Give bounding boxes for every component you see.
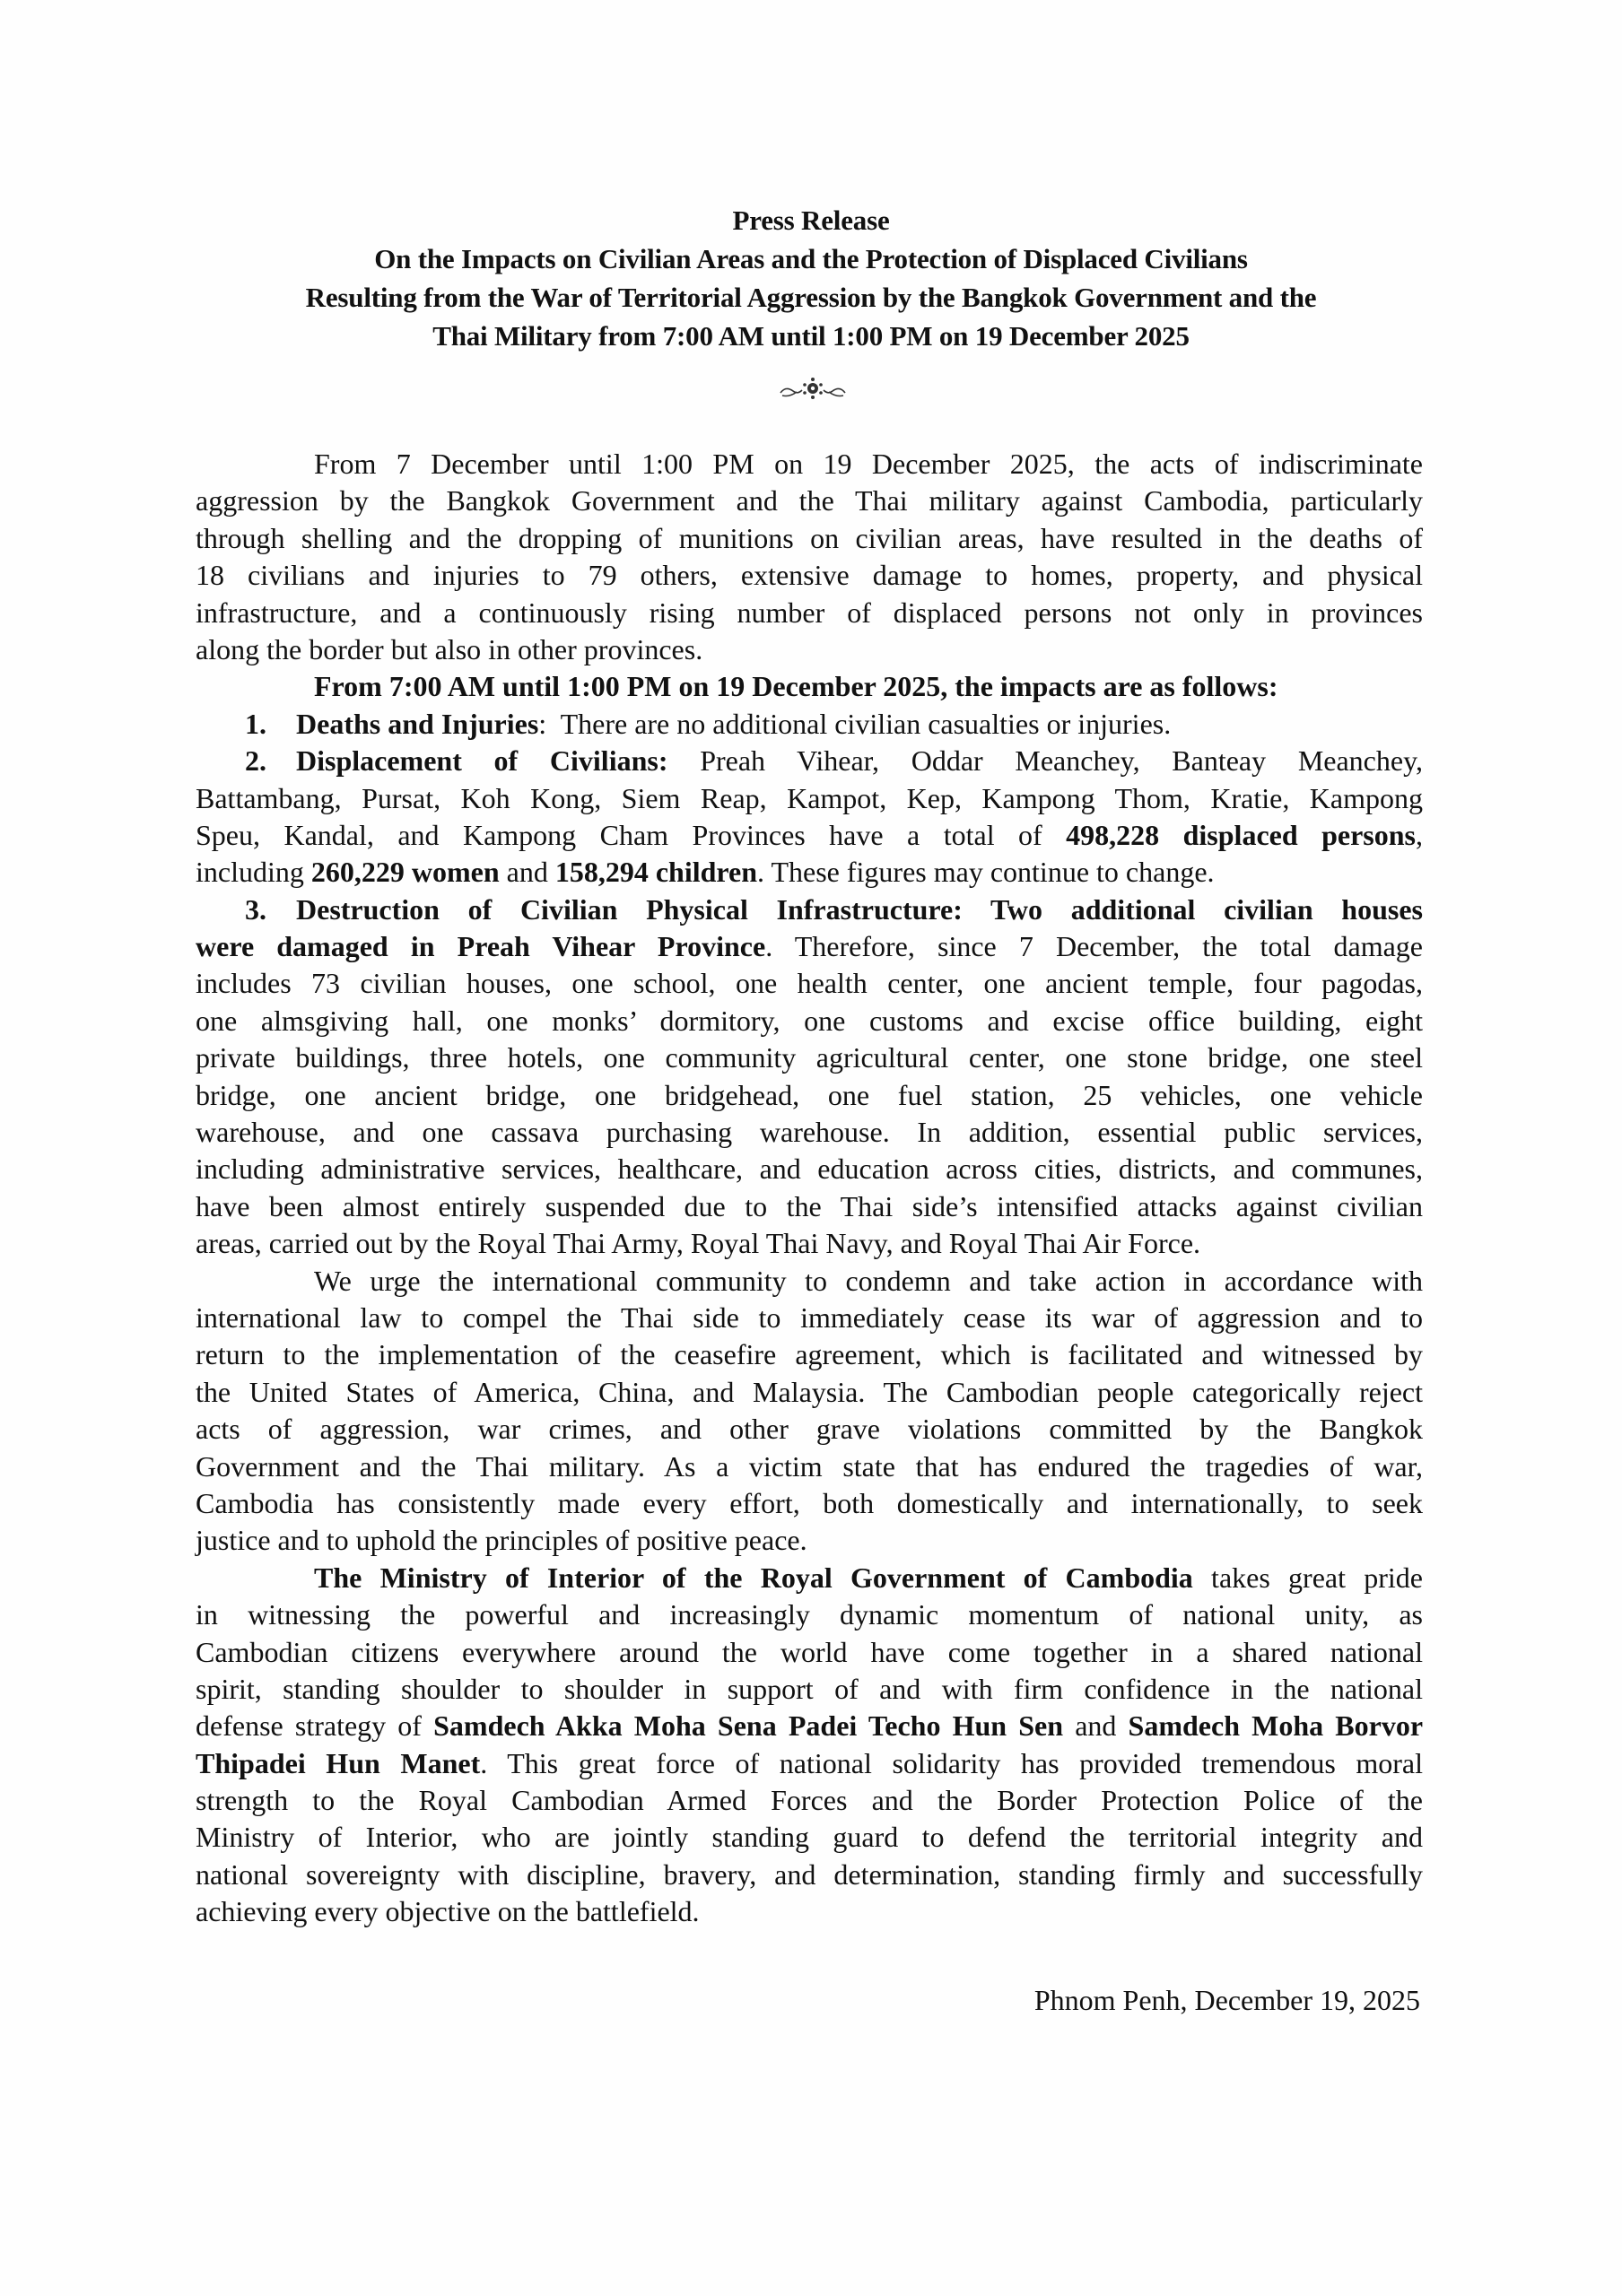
text-line: through shelling and the dropping of munitions on civilian areas, have resulted in the deaths of (196, 521, 1423, 554)
item-text: and (1063, 1709, 1129, 1743)
item-label-continued: were damaged in Preah Vihear Province (196, 930, 766, 963)
item-text: including (196, 856, 311, 889)
text-line (196, 817, 1423, 854)
item-number: 3. (245, 892, 266, 926)
item-text: defense strategy of (196, 1709, 434, 1743)
item-number: 2. (245, 744, 266, 778)
impact-item-displacement (196, 743, 1423, 891)
leader-name-continued: Thipadei Hun Manet (196, 1746, 481, 1779)
text-line: achieving every objective on the battlefield. (196, 1895, 700, 1928)
document-title-line: Resulting from the War of Territorial Aggression by the Bangkok Government and the (305, 282, 1317, 313)
impact-item-deaths (196, 706, 1423, 743)
displaced-women: 260,229 women (310, 856, 500, 889)
item-label: Deaths and Injuries (296, 707, 539, 740)
item-text: takes great pride (1192, 1561, 1423, 1594)
text-line: including administrative services, healthcare, and education across cities, districts, and communes, (196, 1152, 1423, 1186)
text-line: Battambang, Pursat, Koh Kong, Siem Reap, Kampot, Kep, Kampong Thom, Kratie, Kampong (196, 781, 1423, 814)
place-and-date: Phnom Penh, December 19, 2025 (1033, 1984, 1420, 2016)
text-line: one almsgiving hall, one monks’ dormitory, one customs and excise office building, eight (196, 1004, 1423, 1037)
text-line: aggression by the Bangkok Government and the Thai military against Cambodia, particularly (196, 484, 1423, 517)
text-line: the United States of America, China, and Malaysia. The Cambodian people categorically reject (196, 1375, 1423, 1408)
text-line: national sovereignty with discipline, bravery, and determination, standing firmly and successfully (196, 1857, 1423, 1891)
text-line: areas, carried out by the Royal Thai Army, Royal Thai Navy, and Royal Thai Air Force. (196, 1227, 1201, 1260)
ministry-paragraph (196, 1560, 1423, 1931)
text-line: includes 73 civilian houses, one school, one health center, one ancient temple, four pagodas, (196, 967, 1423, 1000)
text-line: spirit, standing shoulder to shoulder in support of and with firm confidence in the national (196, 1672, 1423, 1705)
leader-name: Samdech Akka Moha Sena Padei Techo Hun Sen (433, 1709, 1064, 1743)
text-line (196, 1708, 1423, 1744)
text-line: 18 civilians and injuries to 79 others, extensive damage to homes, property, and physical (196, 559, 1423, 592)
text-line: international law to compel the Thai side to immediately cease its war of aggression and to (196, 1300, 1423, 1334)
item-text: Speu, Kandal, and Kampong Cham Provinces have a total of (196, 818, 1067, 851)
item-number: 1. (245, 707, 266, 740)
document-kicker: Press Release (732, 204, 890, 236)
text-line: in witnessing the powerful and increasingly dynamic momentum of national unity, as (196, 1598, 1423, 1631)
item-label: Displacement of Civilians: (296, 744, 668, 778)
text-line: Government and the Thai military. As a victim state that has endured the tragedies of war, (196, 1449, 1423, 1483)
leader-name: Samdech Moha Borvor (1128, 1709, 1424, 1743)
displaced-children: 158,294 children (554, 856, 758, 889)
text-line: Cambodia has consistently made every effort, both domestically and internationally, to seek (196, 1486, 1423, 1519)
item-label: Destruction of Civilian Physical Infrastructure: Two additional civilian houses (296, 892, 1423, 926)
item-text: : There are no additional civilian casualties or injuries. (538, 707, 1172, 740)
document-body (196, 446, 1423, 1931)
displaced-total: 498,228 displaced persons (1066, 818, 1417, 851)
item-text: , (1416, 818, 1424, 851)
text-line: along the border but also in other provinces. (196, 632, 703, 665)
text-line: From 7 December until 1:00 PM on 19 December 2025, the acts of indiscriminate (314, 448, 1423, 480)
text-line (196, 928, 1423, 965)
impact-item-infrastructure (196, 891, 1423, 1263)
text-line: strength to the Royal Cambodian Armed Forces and the Border Protection Police of the (196, 1784, 1423, 1817)
intro-paragraph (196, 446, 1423, 668)
appeal-paragraph (196, 1263, 1423, 1560)
text-line (196, 854, 1423, 891)
document-title-line: Thai Military from 7:00 AM until 1:00 PM on 19 December 2025 (432, 320, 1190, 352)
text-line: return to the implementation of the ceasefire agreement, which is facilitated and witnessed by (196, 1338, 1423, 1371)
text-line: We urge the international community to condemn and take action in accordance with (314, 1264, 1423, 1297)
text-line (196, 1560, 1423, 1596)
impacts-heading-text: From 7:00 AM until 1:00 PM on 19 December 2025, the impacts are as follows: (314, 670, 1278, 703)
document-header (179, 201, 1443, 355)
text-line: justice and to uphold the principles of positive peace. (196, 1524, 807, 1557)
text-line: private buildings, three hotels, one community agricultural center, one stone bridge, one steel (196, 1041, 1423, 1074)
impacts-heading (196, 668, 1423, 705)
item-text: Preah Vihear, Oddar Meanchey, Banteay Meanchey, (667, 744, 1424, 778)
text-line: acts of aggression, war crimes, and other grave violations committed by the Bangkok (196, 1413, 1423, 1446)
text-line: warehouse, and one cassava purchasing warehouse. In addition, essential public services, (196, 1116, 1423, 1149)
document-title-line: On the Impacts on Civilian Areas and the Protection of Displaced Civilians (374, 243, 1248, 274)
text-line (196, 891, 1423, 928)
text-line (196, 1745, 1423, 1782)
ministry-name: The Ministry of Interior of the Royal Government of Cambodia (314, 1561, 1193, 1594)
text-line: infrastructure, and a continuously rising number of displaced persons not only in provinces (196, 596, 1423, 629)
text-line: Ministry of Interior, who are jointly standing guard to defend the territorial integrity and (196, 1821, 1423, 1854)
item-text: . These figures may continue to change. (757, 856, 1215, 889)
text-line: have been almost entirely suspended due to the Thai side’s intensified attacks against civilian (196, 1189, 1423, 1222)
text-line (196, 743, 1423, 779)
floral-ornament-icon (777, 375, 849, 402)
item-text: and (499, 856, 555, 889)
text-line (196, 706, 1423, 743)
text-line: Cambodian citizens everywhere around the world have come together in a shared national (196, 1635, 1423, 1668)
text-line: bridge, one ancient bridge, one bridgehead, one fuel station, 25 vehicles, one vehicle (196, 1078, 1423, 1111)
item-text: . Therefore, since 7 December, the total damage (765, 930, 1424, 963)
item-text: . This great force of national solidarity has provided tremendous moral (480, 1746, 1424, 1779)
